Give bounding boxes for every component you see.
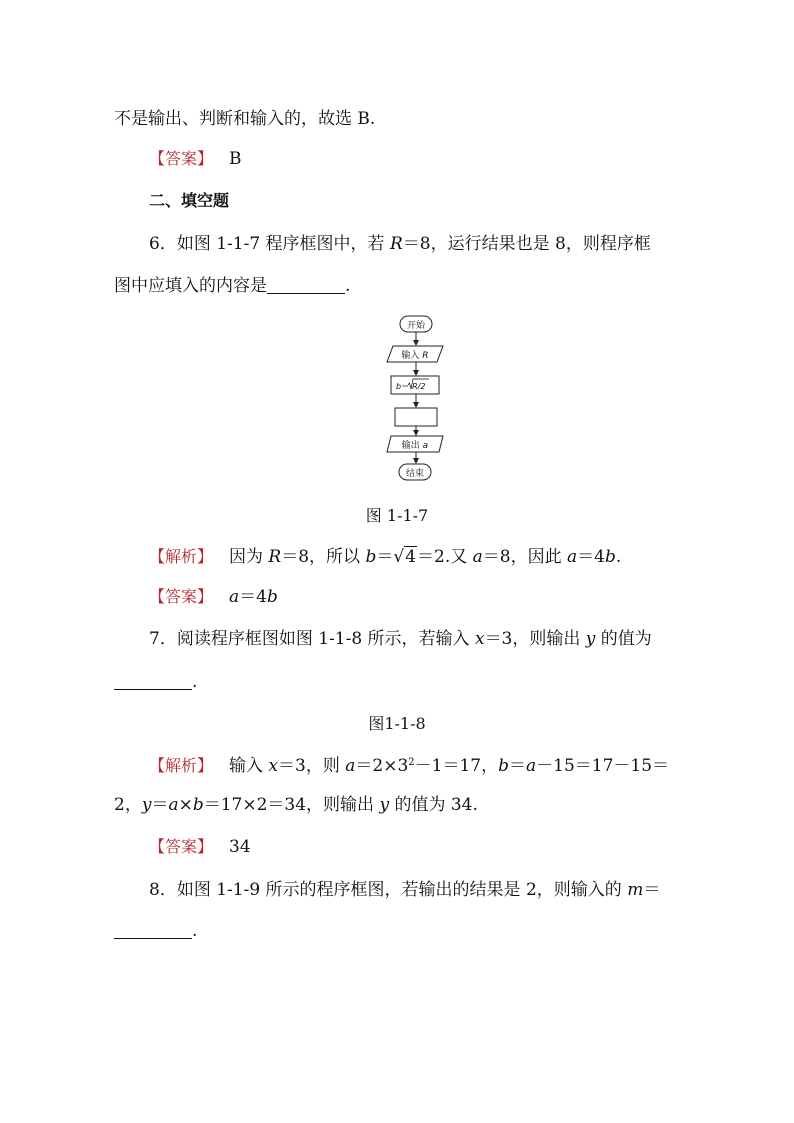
flowchart-1-1-7: [380, 312, 450, 484]
solution-tag: 【解析】: [149, 547, 214, 566]
figure-caption: 图1-1-8: [368, 714, 426, 733]
answer-value: B: [229, 149, 242, 169]
sqrt-sign: √: [393, 547, 405, 567]
figure-caption: 图 1-1-7: [365, 506, 429, 525]
text-line: 不是输出、判断和输入的，故选 B.: [114, 109, 376, 129]
answer-7: [149, 836, 251, 858]
answer-blank: [267, 275, 345, 294]
flow-end-text: 结束: [405, 469, 425, 479]
answer-value: 34: [229, 837, 251, 857]
solution-7-line2: 2，y＝a×b＝17×2＝34，则输出 y 的值为 34.: [114, 795, 478, 815]
answer-tag: 【答案】: [149, 149, 214, 168]
question-7-line2: .: [114, 671, 197, 693]
answer-blank: [114, 920, 192, 939]
flow-output-text: 输出 a: [401, 441, 429, 451]
flow-empty-box: [395, 408, 437, 426]
answer-6: 【答案】 a＝4b: [149, 587, 278, 607]
section-heading: 二、填空题: [149, 191, 230, 210]
solution-6: 【解析】 因为 R＝8，所以 b＝√4＝2.又 a＝8，因此 a＝4b.: [149, 547, 622, 567]
flow-input-text: 输入 R: [401, 351, 429, 361]
solution-tag: 【解析】: [149, 756, 214, 775]
answer-blank: [114, 671, 192, 690]
answer-line: [149, 148, 242, 170]
flow-start-text: 开始: [406, 321, 426, 331]
solution-7-line1: 【解析】 输入 x＝3，则 $a=2\times 3^2-1=17$，b＝a－15＝17－15＝: [149, 756, 670, 776]
question-7-line1: 7．阅读程序框图如图 1-1-8 所示，若输入 x＝3，则输出 y 的值为: [149, 629, 652, 649]
answer-tag: 【答案】: [149, 837, 214, 856]
question-8-line1: 8．如图 1-1-9 所示的程序框图，若输出的结果是 2，则输入的 m＝: [149, 880, 661, 900]
question-6-line1: 6．如图 1-1-7 程序框图中，若 R＝8，运行结果也是 8，则程序框: [149, 234, 651, 254]
flow-assign-text: b＝ R/2: [396, 382, 426, 391]
answer-tag: 【答案】: [149, 587, 214, 606]
question-6-line2: 图中应填入的内容是 .: [114, 276, 351, 296]
question-8-line2: .: [114, 920, 197, 942]
